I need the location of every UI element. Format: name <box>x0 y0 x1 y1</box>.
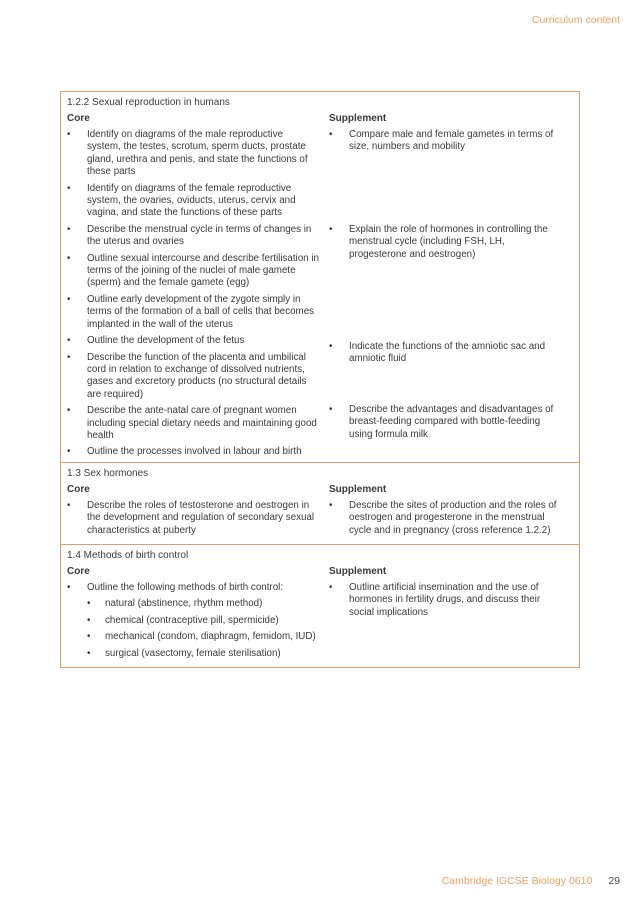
core-item: • Describe the ante-natal care of pregnant women including special dietary needs and maintaining good health <box>67 405 317 441</box>
section-title: 1.4 Methods of birth control <box>67 549 189 561</box>
core-heading: Core <box>67 565 90 577</box>
core-heading: Core <box>67 483 90 495</box>
section-title: 1.2.2 Sexual reproduction in humans <box>67 97 230 108</box>
supplement-heading: Supplement <box>329 565 387 577</box>
supplement-column <box>329 112 565 459</box>
core-item: • Outline the processes involved in labour and birth <box>67 446 302 458</box>
core-subitem: • surgical (vasectomy, female sterilisation) <box>87 647 281 659</box>
book-title: Cambridge IGCSE Biology 0610 <box>441 875 593 887</box>
supplement-item: • Indicate the functions of the amniotic sac and amniotic fluid <box>329 341 546 365</box>
core-column <box>67 112 329 459</box>
core-subitem: • natural (abstinence, rhythm method) <box>87 598 263 610</box>
spacer <box>329 158 565 224</box>
core-column <box>67 483 329 541</box>
core-subitem: • mechanical (condom, diaphragm, femidom, IUD) <box>87 631 316 643</box>
core-item: • Describe the menstrual cycle in terms of changes in the uterus and ovaries <box>67 223 312 248</box>
page-number: 29 <box>608 875 620 887</box>
core-item: • Describe the function of the placenta and umbilical cord in relation to exchange of dissolved nutrients, gases and excretory products (no structural details are required) <box>67 351 307 400</box>
supplement-item: • Describe the advantages and disadvantages of breast-feeding compared with bottle-feeding using formula milk <box>329 403 554 440</box>
core-item: • Identify on diagrams of the female reproductive system, the ovaries, oviducts, uterus, cervix and vagina, and state the functions of these parts <box>67 182 296 219</box>
spacer <box>329 265 565 341</box>
supplement-column <box>329 483 565 541</box>
running-header: Curriculum content <box>531 14 620 26</box>
core-item: • Identify on diagrams of the male reproductive system, the testes, scrotum, sperm ducts, prostate gland, urethra and penis, and state the functions of these parts <box>67 129 308 178</box>
core-subitem: • chemical (contraceptive pill, spermicide) <box>87 614 279 626</box>
supplement-item: • Describe the sites of production and the roles of oestrogen and progesterone in the menstrual cycle and in pregnancy (cross reference 1.2.2) <box>329 499 557 536</box>
supplement-item: • Explain the role of hormones in controlling the menstrual cycle (including FSH, LH, progesterone and oestrogen) <box>329 223 548 260</box>
core-item: • Describe the roles of testosterone and oestrogen in the development and regulation of secondary sexual characteristics at puberty <box>67 499 315 536</box>
supplement-item: • Compare male and female gametes in terms of size, numbers and mobility <box>329 129 554 153</box>
section-sex-hormones <box>61 462 579 544</box>
curriculum-table <box>60 91 580 668</box>
core-item: • Outline early development of the zygote simply in terms of the formation of a ball of cells that becomes implanted in the wall of the uterus <box>67 293 315 330</box>
section-birth-control <box>61 544 579 667</box>
core-item: • Outline the following methods of birth control: <box>67 581 284 593</box>
core-heading: Core <box>67 113 90 124</box>
page-footer <box>442 875 620 887</box>
core-item: • Outline the development of the fetus <box>67 335 245 347</box>
section-title: 1.3 Sex hormones <box>67 467 149 479</box>
supplement-heading: Supplement <box>329 483 387 495</box>
spacer <box>329 370 565 404</box>
section-sexual-reproduction <box>61 92 579 462</box>
core-column <box>67 565 329 664</box>
supplement-heading: Supplement <box>329 113 387 124</box>
supplement-column <box>329 565 565 664</box>
core-item: • Outline sexual intercourse and describe fertilisation in terms of the joining of the nuclei of male gamete (sperm) and the female gamete (egg) <box>67 252 319 289</box>
supplement-item: • Outline artificial insemination and the use of hormones in fertility drugs, and discuss their social implications <box>329 581 541 618</box>
